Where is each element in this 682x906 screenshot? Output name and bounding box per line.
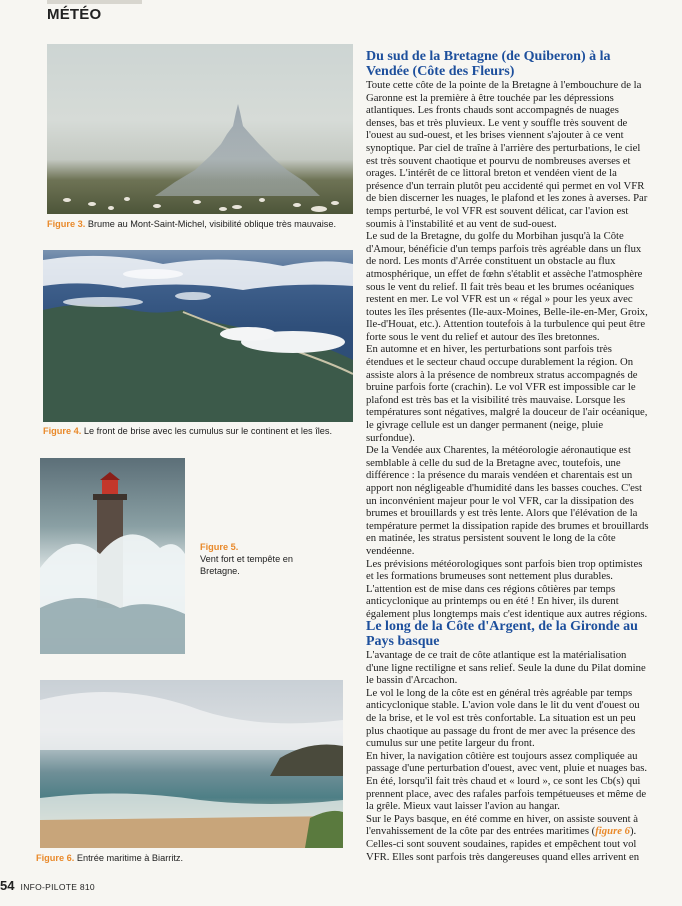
magazine-name: INFO-PILOTE 810 — [20, 882, 95, 892]
page-number: 54 — [0, 878, 15, 893]
paragraph-text: ). Celles-ci sont souvent soudaines, rapides et empêchent tout vol VFR. Elles sont parfois très dangereuses quand elles arrivent en — [366, 825, 640, 863]
photo-biarritz — [40, 680, 343, 848]
figure-6-caption — [36, 852, 336, 864]
figure-6-text: Entrée maritime à Biarritz. — [76, 853, 184, 863]
paragraph-text: Sur le Pays basque, en été comme en hiver, on assiste souvent à l'envahissement de la côte par des entrées maritimes ( — [366, 812, 639, 838]
paragraph: Le sud de la Bretagne, du golfe du Morbihan jusqu'à la Côte d'Amour, bénéficie d'un temps parfois très agréable dans un flux de nord. Les monts d'Arrée constituent un obstacle au flux atmosphérique, un effet de fœhn s'établit et assèche l'atmosphère sous le vent du relief. Il fait très beau et les brumes océaniques restent en mer. Le vol VFR est un « régal » pour les yeux avec toutes les îles présentes (Ile-aux-Moines, Belle-ile-en-Mer, Groix, Ile-d'Houat, etc.). Attention toutefois à la turbulence qui peut être forte sous le vent du relief et autour des îles bretonnes. — [366, 230, 648, 343]
figure-3-text: Brume au Mont-Saint-Michel, visibilité oblique très mauvaise. — [87, 219, 337, 229]
photo-mont-saint-michel — [47, 44, 353, 214]
paragraph: Les prévisions météorologiques sont parfois bien trop optimistes et les formations brumeuses sont nettement plus durables. L'attention est de mise dans ces régions côtières par temps anticyclonique au printemps ou en été ! En hiver, ils durent également plus longtemps mais c'est identique aux autres régions. — [366, 557, 648, 620]
paragraph: De la Vendée aux Charentes, la météorologie aéronautique est semblable à celle du sud de la Bretagne avec, toutefois, une différence : la présence du marais vendéen et charentais est un apport non négligeable d'humidité dans les basses couches. C'est un inconvénient majeur pour le vol VFR, car la dissipation des brumes et brouillards y est très lente. Alors que l'élévation de la température permet la dissipation rapide des brumes et brouillards en matinée, les stratus persistent souvent le long de la côte vendéenne. — [366, 444, 649, 557]
lighthouse-drawing — [40, 458, 185, 654]
figure-6-label: Figure 6. — [36, 853, 75, 863]
figure-4-caption — [43, 425, 363, 437]
figure-4-text: Le front de brise avec les cumulus sur le continent et les îles. — [83, 426, 333, 436]
paragraph: Le vol le long de la côte est en général très agréable par temps anticyclonique stable. L'avion vole dans le lit du vent d'ouest ou de la brise, et le vol est très confortable. La situation est un peu plus chaotique au passage du front de mer avec la présence des cumulus sur une petite largeur du front. — [366, 686, 640, 750]
aerial-coast-drawing — [43, 250, 353, 422]
figure-3-caption — [47, 218, 357, 230]
figure-3-label: Figure 3. — [47, 219, 86, 229]
paragraph: Toute cette côte de la pointe de la Bretagne à l'embouchure de la Garonne est la première à être touchée par les dépressions atlantiques. Les fronts chauds sont accompagnés de nuages denses, bas et très pluvieux. Le vent y souffle très souvent de l'ouest au sud-ouest, et les brises viennent s'ajouter à ce vent synoptique. Par ciel de traîne à l'arrière des perturbations, le ciel est très souvent chaotique et pourvu de nombreuses averses et orages. L'intérêt de ce littoral breton et vendéen vient de la présence d'un terrain plutôt peu accidenté qui permet en vol VFR de bien discerner les nuages, le plafond et les zones à averses. Par temps perturbé, le vol VFR est souvent délicat, car l'avion est soumis à l'instabilité et au vent de sud-ouest. — [366, 79, 648, 230]
paragraph: En hiver, la navigation côtière est toujours assez compliquée au passage d'une perturbation d'ouest, avec vent, pluie et nuages bas. En été, lorsqu'il fait très chaud et « lourd », ce sont les Cb(s) qui prennent place, avec des rafales parfois tempétueuses et même de la grêle. Mieux vaut laisser l'avion au hangar. — [366, 749, 648, 813]
figure-5-label: Figure 5. — [200, 542, 239, 552]
biarritz-drawing — [40, 680, 343, 848]
sheep-flock — [47, 194, 353, 214]
section-heading-2: Le long de la Côte d'Argent, de la Gironde au Pays basque — [366, 619, 638, 649]
article-section-1 — [366, 50, 650, 621]
photo-lighthouse-storm — [40, 458, 185, 654]
paragraph: En automne et en hiver, les perturbations sont parfois très étendues et le secteur chaud occupe durablement la région. On assiste alors à la présence de nombreux stratus accompagnés de bruine parfois forte (crachin). Le vol VFR est impossible car le plafond est très bas et la visibilité très mauvaise. Lorsque les températures sont négatives, malgré la douceur de l'air océanique, le givrage cellule est un danger permanent (neige, pluie surfondue). — [366, 343, 648, 444]
paragraph: L'avantage de ce trait de côte atlantique est la matérialisation d'une ligne rectiligne et sans relief. Seule la dune du Pilat domine le bassin d'Arcachon. — [366, 649, 646, 687]
section-heading-1: Du sud de la Bretagne (de Quiberon) à la Vendée (Côte des Fleurs) — [366, 49, 611, 79]
page-footer — [0, 878, 95, 893]
section-tag-bar — [47, 0, 142, 4]
section-title: MÉTÉO — [47, 6, 102, 23]
figure-6-reference: figure 6 — [595, 825, 630, 838]
photo-aerial-coast — [43, 250, 353, 422]
mont-saint-michel-silhouette — [155, 104, 320, 196]
figure-4-label: Figure 4. — [43, 426, 82, 436]
figure-5-caption — [200, 541, 300, 577]
paragraph-last — [366, 813, 650, 863]
figure-5-text: Vent fort et tempête en Bretagne. — [200, 554, 293, 576]
article-section-2 — [366, 620, 650, 863]
